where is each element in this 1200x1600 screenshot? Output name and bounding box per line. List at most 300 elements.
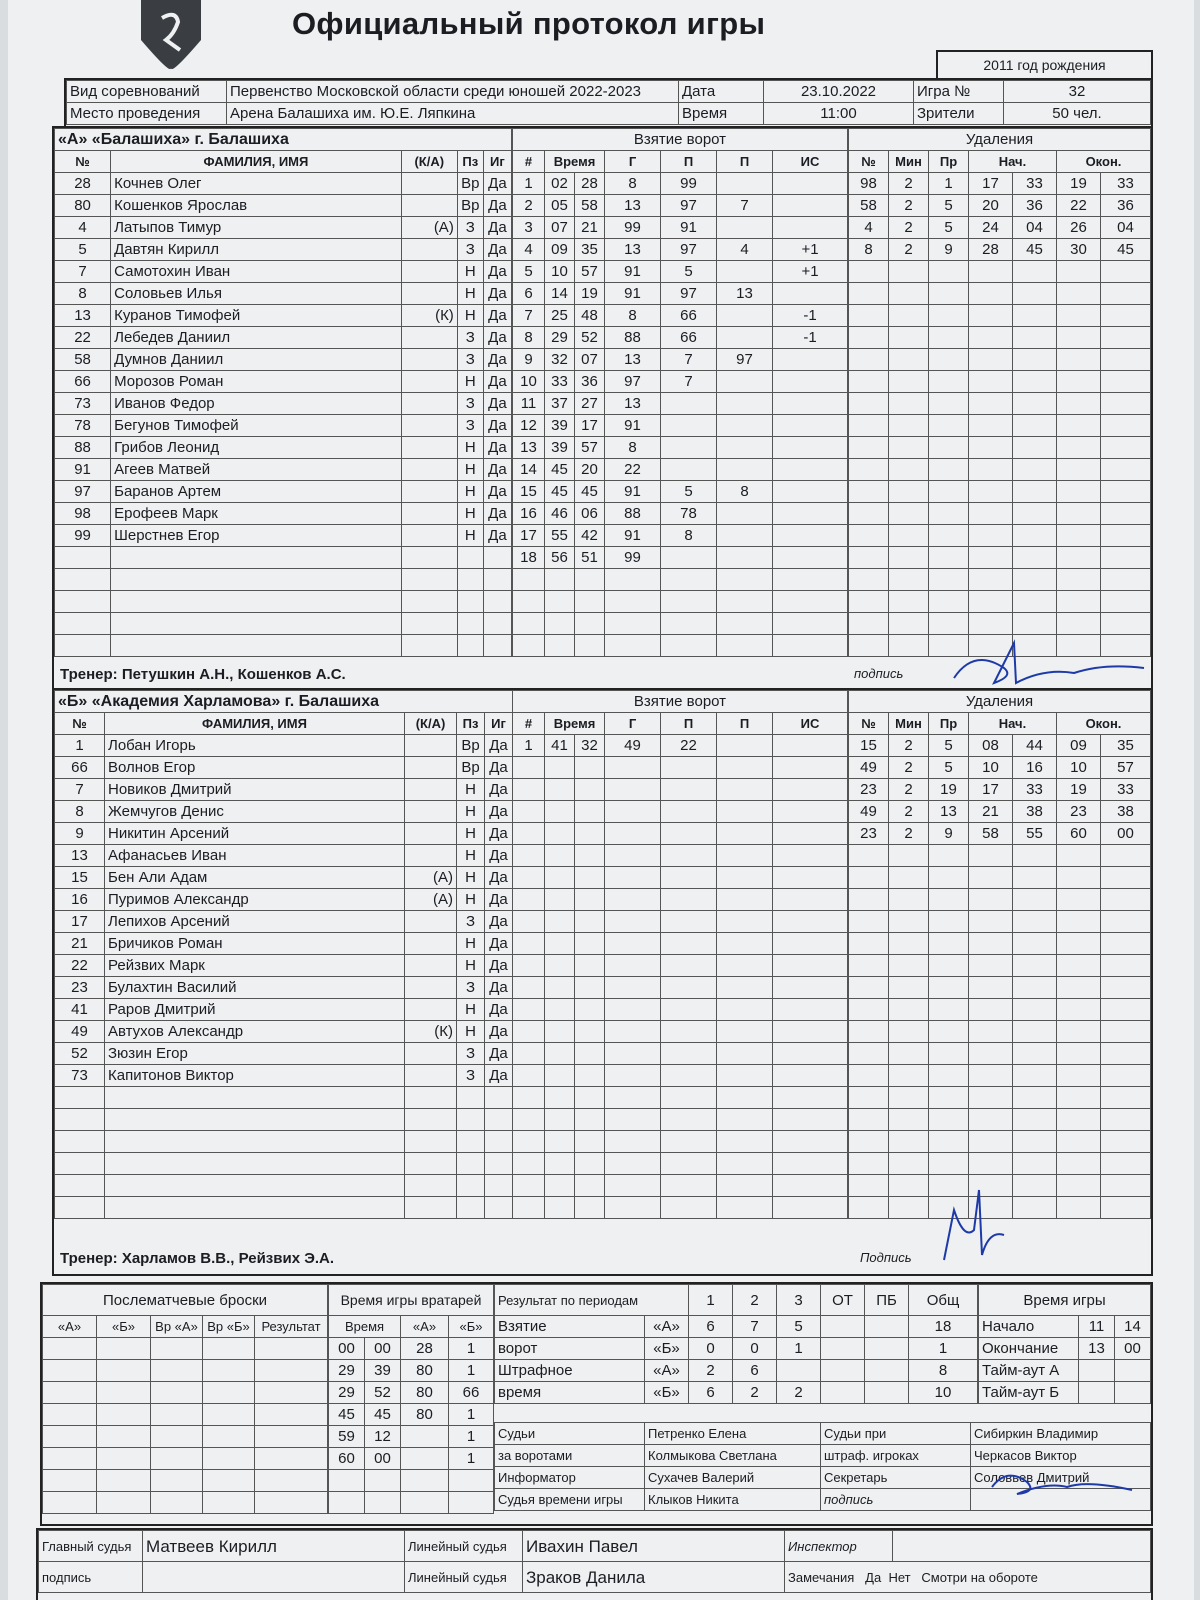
empty-cell xyxy=(661,823,717,845)
empty-cell xyxy=(849,1175,889,1197)
penalty-reason: 19 xyxy=(929,779,969,801)
empty-cell xyxy=(717,635,773,657)
goal-second: 19 xyxy=(575,283,605,305)
player-position: З xyxy=(457,911,485,933)
empty-cell xyxy=(1013,547,1057,569)
empty-cell xyxy=(969,1153,1013,1175)
team-b-signature xyxy=(934,1180,1014,1270)
empty-cell xyxy=(773,1043,848,1065)
empty-cell xyxy=(929,999,969,1021)
empty-cell xyxy=(151,1360,203,1382)
empty-cell xyxy=(605,1109,661,1131)
period-col: ПБ xyxy=(865,1285,909,1316)
empty-cell xyxy=(105,1109,405,1131)
player-name: Соловьев Илья xyxy=(111,283,402,305)
empty-cell xyxy=(605,845,661,867)
player-played: Да xyxy=(483,525,511,547)
player-played: Да xyxy=(483,195,511,217)
empty-cell xyxy=(1101,1109,1151,1131)
empty-cell xyxy=(1057,525,1101,547)
penalty-end-min: 10 xyxy=(1057,757,1101,779)
empty-cell xyxy=(575,867,605,889)
empty-cell xyxy=(849,569,889,591)
goal-assist-2 xyxy=(717,503,773,525)
col-played: Иг xyxy=(485,713,513,735)
goal-scorer: 91 xyxy=(605,415,661,437)
empty-cell xyxy=(1101,525,1151,547)
period-col: ОТ xyxy=(821,1285,865,1316)
player-number: 1 xyxy=(55,735,105,757)
period-value xyxy=(821,1382,865,1404)
period-row-label: Штрафное xyxy=(495,1360,645,1382)
goal-judges-label-1: Судьи xyxy=(495,1423,645,1445)
goalie-time-row xyxy=(329,1492,494,1514)
empty-cell xyxy=(717,911,773,933)
col-pos: Пз xyxy=(457,713,485,735)
empty-cell xyxy=(773,1087,848,1109)
empty-cell xyxy=(849,911,889,933)
gk-col-a: «А» xyxy=(401,1316,449,1338)
player-number: 66 xyxy=(55,757,105,779)
empty-cell xyxy=(929,349,969,371)
penalty-start-sec: 33 xyxy=(1013,779,1057,801)
player-number: 52 xyxy=(55,1043,105,1065)
empty-cell xyxy=(969,911,1013,933)
shootout-table xyxy=(42,1284,328,1514)
empty-cell xyxy=(405,1131,457,1153)
informator: Сухачев Валерий xyxy=(645,1467,821,1489)
header-info xyxy=(64,78,1153,128)
empty-cell xyxy=(111,591,402,613)
player-role xyxy=(401,327,457,349)
empty-cell xyxy=(97,1338,151,1360)
team-b-roster xyxy=(54,690,512,1219)
player-number: 58 xyxy=(55,349,111,371)
shootout-row xyxy=(43,1470,328,1492)
empty-cell xyxy=(457,1153,485,1175)
penalty-reason: 5 xyxy=(929,217,969,239)
goal-assist-2 xyxy=(717,217,773,239)
goal-row xyxy=(513,437,848,459)
empty-cell xyxy=(1057,1087,1101,1109)
empty-cell xyxy=(849,371,889,393)
empty-cell xyxy=(773,955,848,977)
penalty-row xyxy=(849,305,1151,327)
empty-cell xyxy=(661,1021,717,1043)
player-number: 80 xyxy=(55,195,111,217)
player-name: Рейзвих Марк xyxy=(105,955,405,977)
empty-cell xyxy=(151,1426,203,1448)
goal-row xyxy=(513,547,848,569)
goal-row xyxy=(513,735,848,757)
empty-cell xyxy=(773,591,848,613)
empty-cell xyxy=(1101,1197,1151,1219)
player-role xyxy=(405,801,457,823)
gk-team-a: 28 xyxy=(401,1338,449,1360)
empty-cell xyxy=(969,933,1013,955)
goal-row xyxy=(513,867,848,889)
penalty-start-min: 17 xyxy=(969,173,1013,195)
penalty-reason: 5 xyxy=(929,735,969,757)
goalie-time-row xyxy=(329,1338,494,1360)
referee: Матвеев Кирилл xyxy=(143,1531,405,1562)
empty-cell xyxy=(1057,1021,1101,1043)
empty-cell xyxy=(1101,955,1151,977)
player-name: Ерофеев Марк xyxy=(111,503,402,525)
col-pen-min: Мин xyxy=(889,151,929,173)
empty-cell xyxy=(457,1109,485,1131)
player-role xyxy=(401,393,457,415)
player-number: 49 xyxy=(55,1021,105,1043)
shootout-row xyxy=(43,1338,328,1360)
empty-cell xyxy=(255,1382,328,1404)
period-col: Общ xyxy=(909,1285,978,1316)
player-number: 21 xyxy=(55,933,105,955)
empty-cell xyxy=(1101,569,1151,591)
goal-row xyxy=(513,823,848,845)
penalty-row xyxy=(849,867,1151,889)
empty-cell xyxy=(717,933,773,955)
empty-cell xyxy=(401,635,457,657)
empty-cell xyxy=(55,635,111,657)
goal-minute: 33 xyxy=(545,371,575,393)
shootout-row xyxy=(43,1382,328,1404)
empty-cell xyxy=(513,867,545,889)
empty-cell xyxy=(929,437,969,459)
period-results xyxy=(494,1284,978,1404)
empty-cell xyxy=(605,823,661,845)
player-name: Давтян Кирилл xyxy=(111,239,402,261)
goal-second: 57 xyxy=(575,437,605,459)
goal-row xyxy=(513,1197,848,1219)
goal-strength xyxy=(773,525,848,547)
empty-cell xyxy=(1101,371,1151,393)
empty-cell xyxy=(605,1153,661,1175)
player-role: (К) xyxy=(405,1021,457,1043)
empty-cell xyxy=(575,569,605,591)
empty-cell xyxy=(849,999,889,1021)
goal-assist-2 xyxy=(717,415,773,437)
empty-cell xyxy=(969,889,1013,911)
period-value xyxy=(777,1360,821,1382)
empty-cell xyxy=(545,1109,575,1131)
player-number: 91 xyxy=(55,459,111,481)
player-position: Н xyxy=(457,503,483,525)
gk-minute: 60 xyxy=(329,1448,365,1470)
penalty-end-sec: 38 xyxy=(1101,801,1151,823)
empty-cell xyxy=(605,801,661,823)
gk-team-a xyxy=(401,1426,449,1448)
gk-minute: 45 xyxy=(329,1404,365,1426)
empty-cell xyxy=(365,1470,401,1492)
empty-cell xyxy=(1101,911,1151,933)
penalty-row xyxy=(849,999,1151,1021)
goal-minute: 10 xyxy=(545,261,575,283)
empty-cell xyxy=(545,1043,575,1065)
empty-cell xyxy=(969,1131,1013,1153)
goal-number: 16 xyxy=(513,503,545,525)
empty-cell xyxy=(773,933,848,955)
empty-cell xyxy=(513,591,545,613)
penalty-minutes: 2 xyxy=(889,735,929,757)
empty-cell xyxy=(457,547,483,569)
penalty-player: 58 xyxy=(849,195,889,217)
player-role xyxy=(401,459,457,481)
goal-second: 32 xyxy=(575,735,605,757)
player-position: Н xyxy=(457,801,485,823)
empty-cell xyxy=(661,977,717,999)
empty-cell xyxy=(1101,327,1151,349)
penalty-end-sec: 45 xyxy=(1101,239,1151,261)
penalty-minutes: 2 xyxy=(889,217,929,239)
empty-cell xyxy=(889,845,929,867)
goal-assist-2 xyxy=(717,547,773,569)
penalty-row xyxy=(849,283,1151,305)
player-role xyxy=(401,371,457,393)
player-position: Вр xyxy=(457,195,483,217)
col-name: ФАМИЛИЯ, ИМЯ xyxy=(111,151,402,173)
player-row xyxy=(55,349,512,371)
player-role xyxy=(401,415,457,437)
player-row xyxy=(55,977,513,999)
goal-row xyxy=(513,591,848,613)
player-played: Да xyxy=(485,1043,513,1065)
empty-cell xyxy=(969,613,1013,635)
player-role xyxy=(401,173,457,195)
empty-cell xyxy=(405,1153,457,1175)
penalty-start-min: 10 xyxy=(969,757,1013,779)
player-name: Морозов Роман xyxy=(111,371,402,393)
empty-cell xyxy=(575,1087,605,1109)
goal-minute: 07 xyxy=(545,217,575,239)
empty-cell xyxy=(513,1043,545,1065)
player-row xyxy=(55,1043,513,1065)
empty-cell xyxy=(661,1065,717,1087)
penbox-judge-1: Сибиркин Владимир xyxy=(971,1423,1151,1445)
empty-cell xyxy=(969,591,1013,613)
penalty-row xyxy=(849,955,1151,977)
penalty-row xyxy=(849,173,1151,195)
empty-cell xyxy=(575,933,605,955)
empty-cell xyxy=(929,459,969,481)
empty-cell xyxy=(849,503,889,525)
end-label: Окончание xyxy=(979,1338,1079,1360)
empty-cell xyxy=(929,283,969,305)
goalie-time-row xyxy=(329,1470,494,1492)
empty-cell xyxy=(545,1021,575,1043)
penbox-label-2: штраф. игроках xyxy=(821,1445,971,1467)
period-value: 0 xyxy=(689,1338,733,1360)
penalty-start-min: 08 xyxy=(969,735,1013,757)
empty-cell xyxy=(889,547,929,569)
empty-cell xyxy=(773,1109,848,1131)
empty-cell xyxy=(151,1338,203,1360)
goal-number: 9 xyxy=(513,349,545,371)
empty-cell xyxy=(545,1065,575,1087)
player-position: З xyxy=(457,415,483,437)
empty-cell xyxy=(969,503,1013,525)
empty-cell xyxy=(773,999,848,1021)
penalty-start-min: 17 xyxy=(969,779,1013,801)
player-number: 22 xyxy=(55,955,105,977)
period-col: 2 xyxy=(733,1285,777,1316)
empty-cell xyxy=(929,503,969,525)
empty-cell xyxy=(545,911,575,933)
gk-team-b: 1 xyxy=(449,1404,494,1426)
empty-cell xyxy=(717,1021,773,1043)
goal-second: 58 xyxy=(575,195,605,217)
player-role xyxy=(405,823,457,845)
empty-cell xyxy=(1013,867,1057,889)
goal-minute: 05 xyxy=(545,195,575,217)
empty-cell xyxy=(513,999,545,1021)
goal-row xyxy=(513,349,848,371)
empty-cell xyxy=(1101,305,1151,327)
empty-cell xyxy=(849,1131,889,1153)
period-value: 0 xyxy=(733,1338,777,1360)
empty-cell xyxy=(1057,955,1101,977)
col-assist-2: П xyxy=(717,151,773,173)
empty-cell xyxy=(405,1109,457,1131)
empty-cell xyxy=(55,591,111,613)
period-row xyxy=(495,1360,978,1382)
secretary-label: Секретарь xyxy=(821,1467,971,1489)
empty-cell xyxy=(575,889,605,911)
empty-cell xyxy=(849,393,889,415)
penalty-start-sec: 45 xyxy=(1013,239,1057,261)
gk-team-b: 1 xyxy=(449,1360,494,1382)
empty-cell xyxy=(889,955,929,977)
player-number: 4 xyxy=(55,217,111,239)
col-goal-scorer: Г xyxy=(605,713,661,735)
period-col: 1 xyxy=(689,1285,733,1316)
goal-strength xyxy=(773,415,848,437)
player-row xyxy=(55,261,512,283)
player-row xyxy=(55,525,512,547)
empty-cell xyxy=(661,635,717,657)
empty-cell xyxy=(545,977,575,999)
penalty-end-min: 19 xyxy=(1057,779,1101,801)
player-number: 9 xyxy=(55,823,105,845)
player-position: Н xyxy=(457,305,483,327)
game-number-value: 32 xyxy=(1004,81,1151,103)
penalty-row xyxy=(849,889,1151,911)
player-played: Да xyxy=(485,735,513,757)
goal-assist-1: 7 xyxy=(661,349,717,371)
player-role xyxy=(405,1043,457,1065)
team-b-goals xyxy=(512,690,848,1219)
empty-cell xyxy=(1057,481,1101,503)
empty-cell xyxy=(929,867,969,889)
empty-cell xyxy=(1057,933,1101,955)
goal-number: 11 xyxy=(513,393,545,415)
col-pen-start: Нач. xyxy=(969,151,1057,173)
player-played: Да xyxy=(485,823,513,845)
penalty-player: 49 xyxy=(849,757,889,779)
col-played: Иг xyxy=(483,151,511,173)
empty-cell xyxy=(929,393,969,415)
empty-cell xyxy=(97,1426,151,1448)
period-row-team: «Б» xyxy=(645,1382,689,1404)
period-value: 10 xyxy=(909,1382,978,1404)
player-position: Н xyxy=(457,999,485,1021)
empty-cell xyxy=(513,977,545,999)
col-pos: Пз xyxy=(457,151,483,173)
player-role xyxy=(405,735,457,757)
empty-cell xyxy=(889,371,929,393)
goal-minute: 45 xyxy=(545,459,575,481)
player-name: Булахтин Василий xyxy=(105,977,405,999)
goal-second: 52 xyxy=(575,327,605,349)
empty-cell xyxy=(513,1131,545,1153)
team-b-section xyxy=(52,688,1153,1276)
empty-cell xyxy=(1057,437,1101,459)
goal-number: 10 xyxy=(513,371,545,393)
empty-cell xyxy=(661,779,717,801)
empty-cell xyxy=(401,613,457,635)
summary-section xyxy=(40,1282,1153,1526)
empty-cell xyxy=(889,999,929,1021)
goal-strength xyxy=(773,349,848,371)
empty-cell xyxy=(773,977,848,999)
birth-year-box xyxy=(936,50,1153,80)
goal-minute: 56 xyxy=(545,547,575,569)
empty-cell xyxy=(773,779,848,801)
empty-cell xyxy=(255,1360,328,1382)
empty-cell xyxy=(889,889,929,911)
penalty-row xyxy=(849,481,1151,503)
empty-cell xyxy=(889,327,929,349)
empty-cell xyxy=(605,955,661,977)
player-number: 73 xyxy=(55,393,111,415)
empty-cell xyxy=(605,1131,661,1153)
empty-cell xyxy=(1101,1065,1151,1087)
period-value xyxy=(865,1316,909,1338)
player-name: Лепихов Арсений xyxy=(105,911,405,933)
empty-cell xyxy=(889,503,929,525)
empty-cell xyxy=(1057,459,1101,481)
empty-cell xyxy=(889,1131,929,1153)
empty-cell xyxy=(969,1087,1013,1109)
empty-cell xyxy=(575,823,605,845)
empty-cell xyxy=(889,349,929,371)
empty-cell xyxy=(545,569,575,591)
empty-cell xyxy=(969,371,1013,393)
empty-cell xyxy=(513,1065,545,1087)
empty-cell xyxy=(889,459,929,481)
col-assist-1: П xyxy=(661,151,717,173)
penalty-start-sec: 04 xyxy=(1013,217,1057,239)
goal-row xyxy=(513,1175,848,1197)
empty-cell xyxy=(1013,371,1057,393)
empty-cell xyxy=(849,1197,889,1219)
empty-cell xyxy=(929,613,969,635)
player-played: Да xyxy=(483,393,511,415)
shootout-col: «А» xyxy=(43,1316,97,1338)
empty-cell xyxy=(969,845,1013,867)
empty-cell xyxy=(255,1404,328,1426)
empty-cell xyxy=(717,613,773,635)
empty-cell xyxy=(849,283,889,305)
empty-cell xyxy=(483,547,511,569)
empty-cell xyxy=(1101,1175,1151,1197)
player-number: 23 xyxy=(55,977,105,999)
penalty-row xyxy=(849,845,1151,867)
gk-team-a: 80 xyxy=(401,1382,449,1404)
goal-row xyxy=(513,911,848,933)
empty-cell xyxy=(575,1065,605,1087)
player-name: Шерстнев Егор xyxy=(111,525,402,547)
